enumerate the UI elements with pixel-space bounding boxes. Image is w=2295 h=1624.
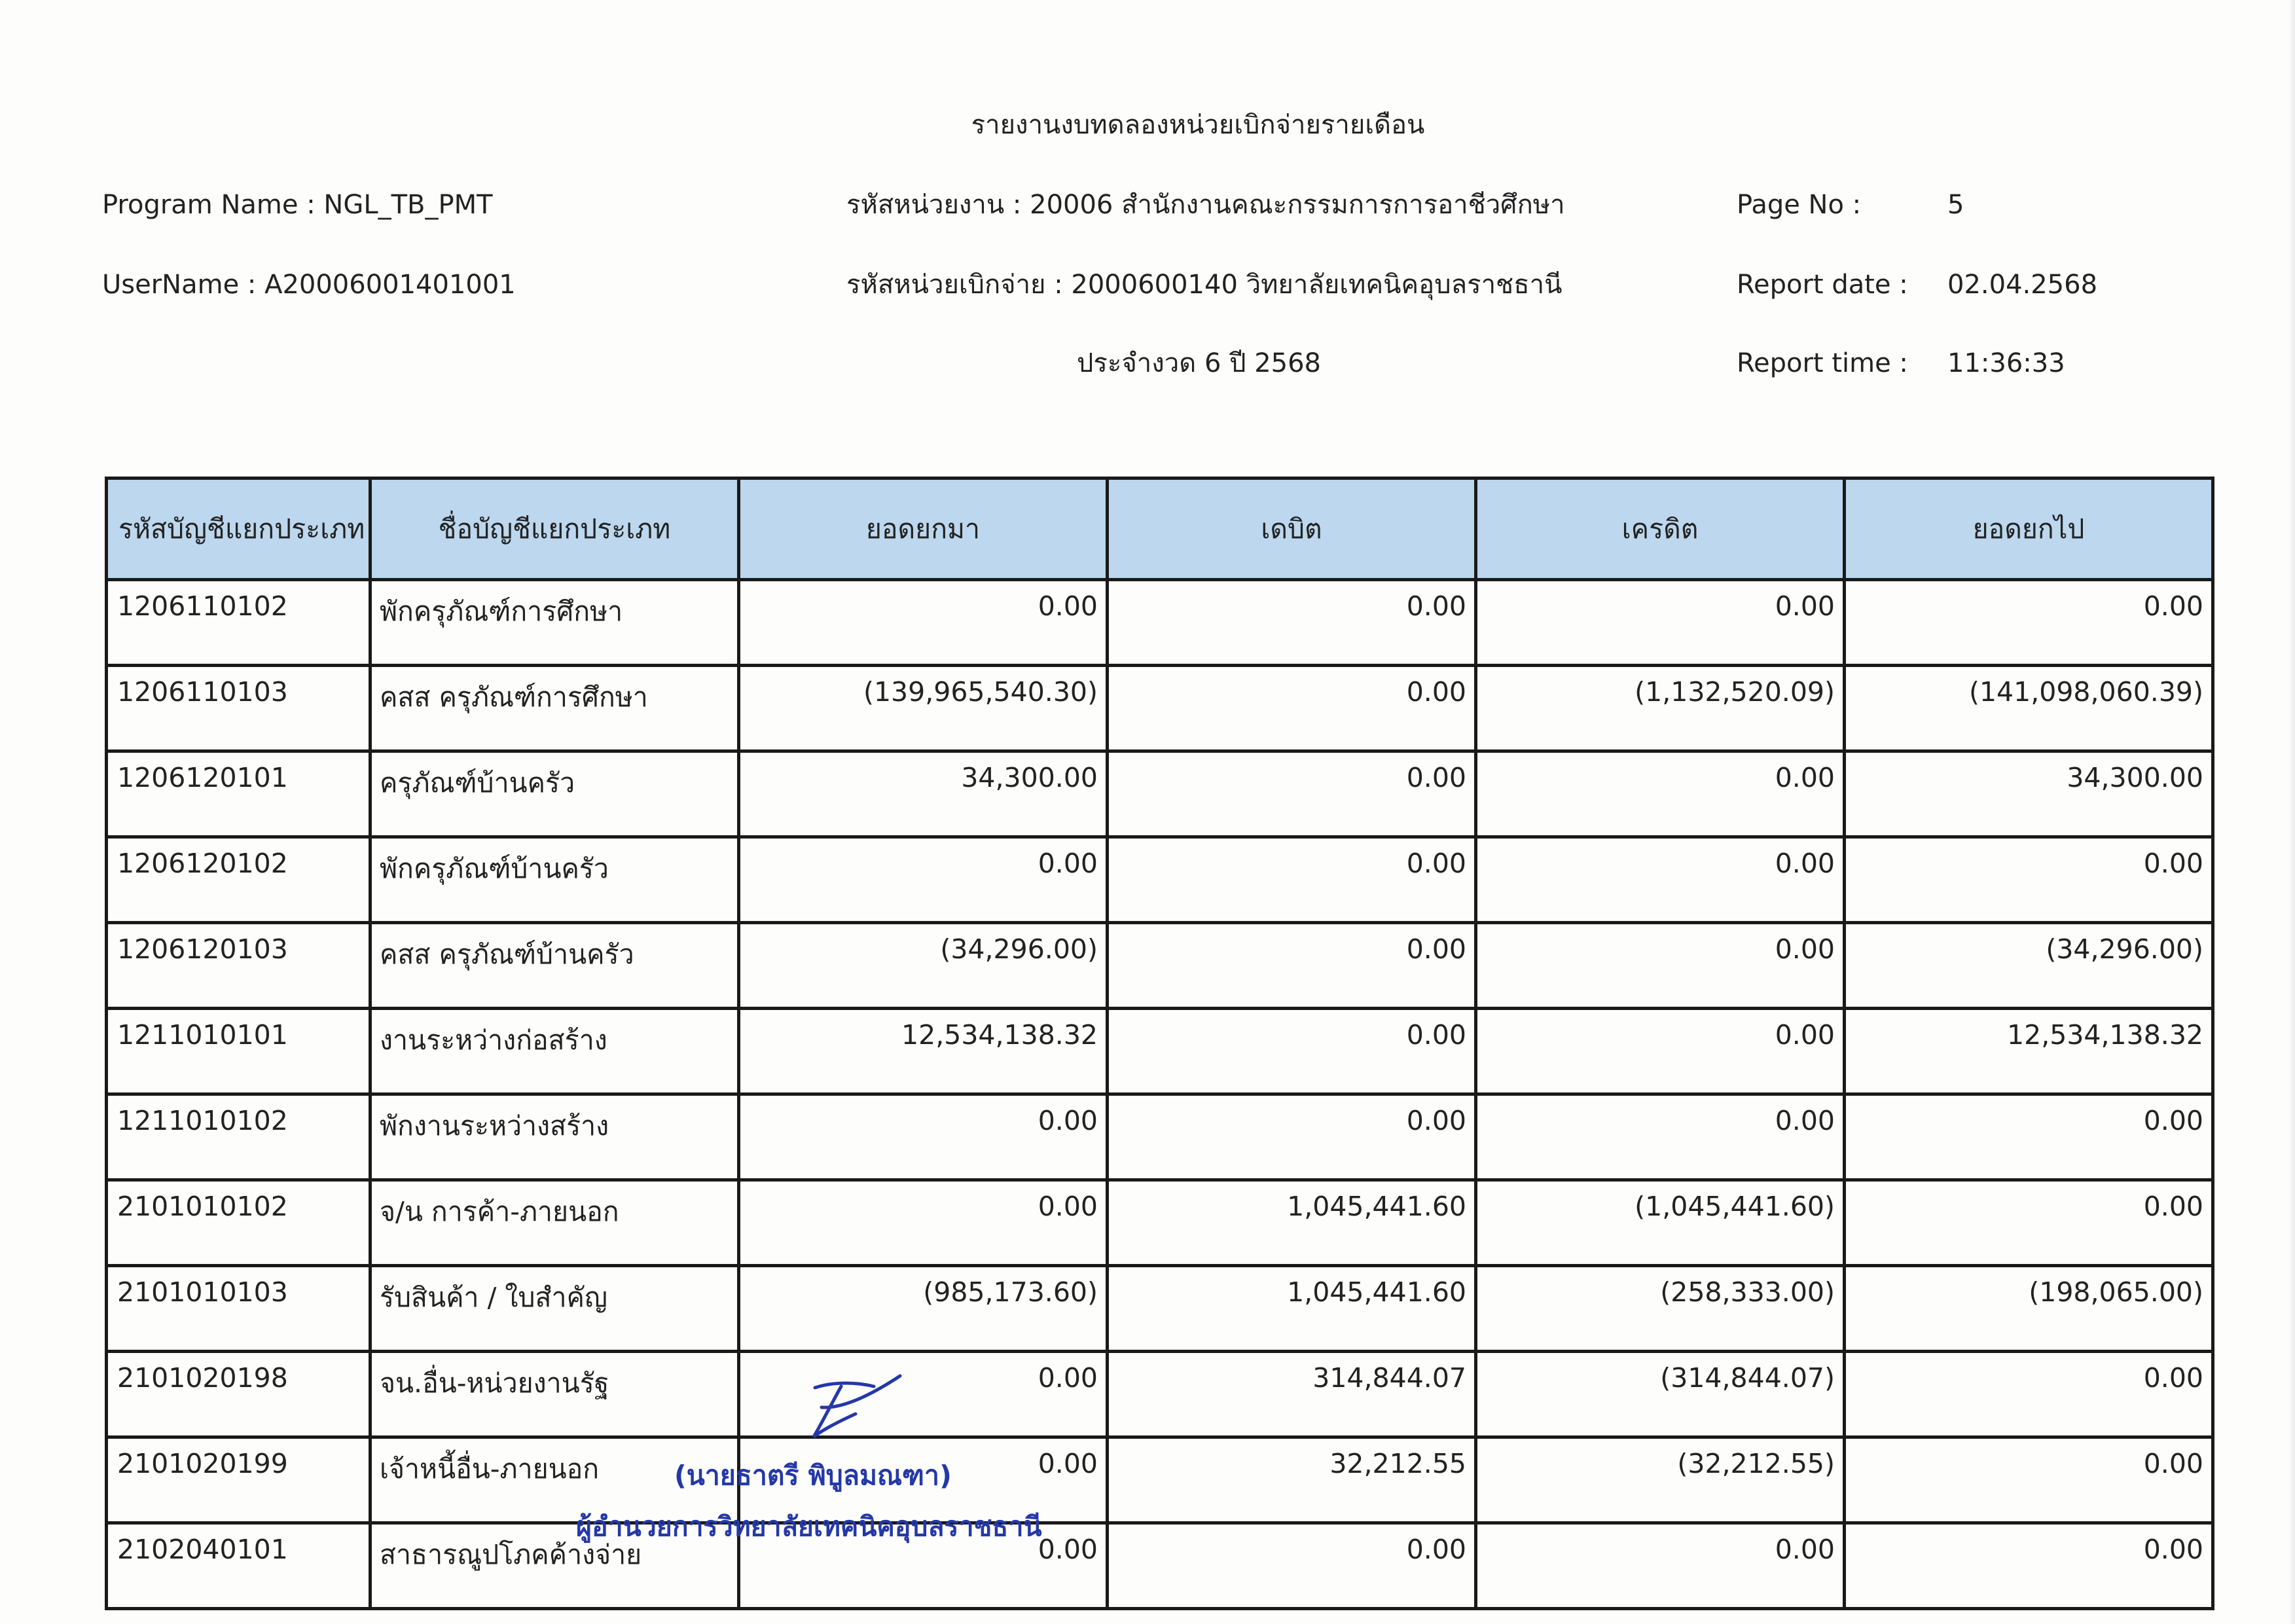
cell-debit: 1,045,441.60 [1108, 1266, 1476, 1352]
cell-account-code: 2101020198 [107, 1352, 370, 1437]
user-name: UserName : A20006001401001 [102, 270, 516, 300]
cell-opening-balance: 0.00 [739, 1352, 1108, 1437]
cell-opening-balance: 0.00 [739, 837, 1108, 923]
cell-closing-balance: (198,065.00) [1845, 1266, 2213, 1352]
cell-account-code: 2101020199 [107, 1437, 370, 1523]
cell-closing-balance: 0.00 [1845, 837, 2213, 923]
report-date-value: 02.04.2568 [1947, 270, 2098, 300]
cell-closing-balance: (34,296.00) [1845, 923, 2213, 1009]
table-row [107, 666, 2213, 751]
table-body [107, 580, 2213, 1609]
cell-debit: 314,844.07 [1108, 1352, 1476, 1437]
cell-credit: 0.00 [1476, 580, 1845, 666]
table-row [107, 751, 2213, 837]
cell-account-code: 1211010101 [107, 1009, 370, 1094]
cell-account-code: 2101010102 [107, 1180, 370, 1266]
cell-opening-balance: 12,534,138.32 [739, 1009, 1108, 1094]
report-date-label: Report date : [1737, 270, 1908, 300]
cell-opening-balance: (985,173.60) [739, 1266, 1108, 1352]
cell-closing-balance: 0.00 [1845, 1180, 2213, 1266]
table-row [107, 580, 2213, 666]
cell-opening-balance: 0.00 [739, 1180, 1108, 1266]
signatory-title: ผู้อำนวยการวิทยาลัยเทคนิคอุบลราชธานี [576, 1511, 1042, 1542]
cell-account-code: 1206120103 [107, 923, 370, 1009]
cell-credit: (32,212.55) [1476, 1437, 1845, 1523]
cell-closing-balance: 0.00 [1845, 1523, 2213, 1609]
cell-account-name: คสส ครุภัณฑ์การศึกษา [370, 666, 739, 751]
cell-opening-balance: 34,300.00 [739, 751, 1108, 837]
header-closing-balance: ยอดยกไป [1845, 478, 2213, 580]
report-title: รายงานงบทดลองหน่วยเบิกจ่ายรายเดือน [971, 110, 1425, 140]
cell-closing-balance: 12,534,138.32 [1845, 1009, 2213, 1094]
header-account-code: รหัสบัญชีแยกประเภท [107, 478, 370, 580]
cell-debit: 0.00 [1108, 923, 1476, 1009]
cell-opening-balance: (34,296.00) [739, 923, 1108, 1009]
cell-credit: 0.00 [1476, 1523, 1845, 1609]
cell-credit: (1,045,441.60) [1476, 1180, 1845, 1266]
cell-account-name: รับสินค้า / ใบสำคัญ [370, 1266, 739, 1352]
cell-account-name: คสส ครุภัณฑ์บ้านครัว [370, 923, 739, 1009]
cell-credit: 0.00 [1476, 837, 1845, 923]
cell-credit: 0.00 [1476, 1094, 1845, 1180]
table-row [107, 837, 2213, 923]
cell-debit: 0.00 [1108, 1094, 1476, 1180]
cell-opening-balance: 0.00 [739, 1094, 1108, 1180]
signature-mark [795, 1368, 907, 1453]
cell-opening-balance: 0.00 [739, 1437, 1108, 1523]
table-row [107, 1523, 2213, 1609]
cell-debit: 1,045,441.60 [1108, 1180, 1476, 1266]
report-time-value: 11:36:33 [1947, 348, 2065, 378]
scan-edge [2288, 0, 2295, 1624]
cell-closing-balance: 0.00 [1845, 1352, 2213, 1437]
cell-account-name: จน.อื่น-หน่วยงานรัฐ [370, 1352, 739, 1437]
cell-credit: (258,333.00) [1476, 1266, 1845, 1352]
cell-closing-balance: 0.00 [1845, 580, 2213, 666]
cell-account-code: 1206110103 [107, 666, 370, 751]
cell-debit: 0.00 [1108, 751, 1476, 837]
report-period: ประจำงวด 6 ปี 2568 [1077, 348, 1322, 378]
cell-account-name: จ/น การค้า-ภายนอก [370, 1180, 739, 1266]
report-time-label: Report time : [1737, 348, 1908, 378]
cell-closing-balance: (141,098,060.39) [1845, 666, 2213, 751]
cell-opening-balance: (139,965,540.30) [739, 666, 1108, 751]
disbursement-unit: รหัสหน่วยเบิกจ่าย : 2000600140 วิทยาลัยเทคนิคอุบลราชธานี [846, 270, 1563, 300]
cell-debit: 0.00 [1108, 1009, 1476, 1094]
cell-account-code: 1206120101 [107, 751, 370, 837]
cell-opening-balance: 0.00 [739, 580, 1108, 666]
cell-account-name: พักครุภัณฑ์บ้านครัว [370, 837, 739, 923]
cell-debit: 32,212.55 [1108, 1437, 1476, 1523]
cell-debit: 0.00 [1108, 666, 1476, 751]
page-no-value: 5 [1947, 190, 1964, 220]
page-no-label: Page No : [1737, 190, 1862, 220]
cell-account-name: พักครุภัณฑ์การศึกษา [370, 580, 739, 666]
cell-account-name: พักงานระหว่างสร้าง [370, 1094, 739, 1180]
header-debit: เดบิต [1108, 478, 1476, 580]
cell-account-code: 2101010103 [107, 1266, 370, 1352]
cell-account-code: 1206120102 [107, 837, 370, 923]
signatory-name: (นายธาตรี พิบูลมณฑา) [674, 1460, 952, 1491]
table-row [107, 1266, 2213, 1352]
cell-credit: (1,132,520.09) [1476, 666, 1845, 751]
trial-balance-table [105, 477, 2214, 1610]
cell-closing-balance: 0.00 [1845, 1094, 2213, 1180]
cell-account-code: 1206110102 [107, 580, 370, 666]
table-row [107, 1352, 2213, 1437]
header-account-name: ชื่อบัญชีแยกประเภท [370, 478, 739, 580]
table-row [107, 1437, 2213, 1523]
table-row [107, 1009, 2213, 1094]
cell-credit: 0.00 [1476, 1009, 1845, 1094]
table-row [107, 923, 2213, 1009]
cell-debit: 0.00 [1108, 837, 1476, 923]
table-row [107, 1094, 2213, 1180]
cell-account-name: ครุภัณฑ์บ้านครัว [370, 751, 739, 837]
cell-closing-balance: 0.00 [1845, 1437, 2213, 1523]
cell-closing-balance: 34,300.00 [1845, 751, 2213, 837]
program-name: Program Name : NGL_TB_PMT [102, 190, 493, 220]
cell-credit: (314,844.07) [1476, 1352, 1845, 1437]
cell-credit: 0.00 [1476, 923, 1845, 1009]
cell-debit: 0.00 [1108, 1523, 1476, 1609]
cell-account-name: งานระหว่างก่อสร้าง [370, 1009, 739, 1094]
cell-account-name: เจ้าหนี้อื่น-ภายนอก [370, 1437, 739, 1523]
table-row [107, 1180, 2213, 1266]
table-header-row [107, 478, 2213, 580]
cell-debit: 0.00 [1108, 580, 1476, 666]
cell-credit: 0.00 [1476, 751, 1845, 837]
cell-opening-balance: 0.00 [739, 1523, 1108, 1609]
agency-code: รหัสหน่วยงาน : 20006 สำนักงานคณะกรรมการการอาชีวศึกษา [846, 190, 1565, 220]
header-opening-balance: ยอดยกมา [739, 478, 1108, 580]
cell-account-code: 1211010102 [107, 1094, 370, 1180]
header-credit: เครดิต [1476, 478, 1845, 580]
cell-account-name: สาธารณูปโภคค้างจ่าย [370, 1523, 739, 1609]
cell-account-code: 2102040101 [107, 1523, 370, 1609]
